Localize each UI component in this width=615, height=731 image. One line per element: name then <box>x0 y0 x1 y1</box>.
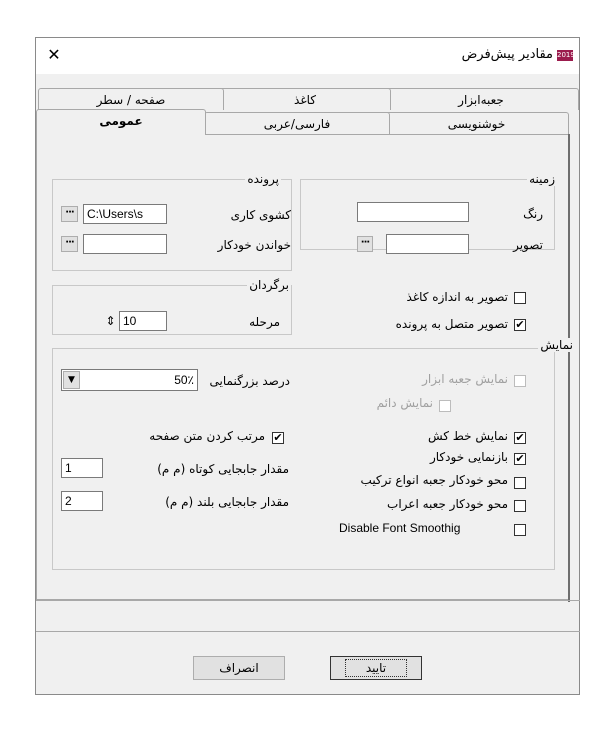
background-legend: زمینه <box>529 172 555 186</box>
cancel-button[interactable]: انصراف <box>193 656 285 680</box>
steps-label: مرحله <box>249 315 280 329</box>
sort-text-label: مرتب کردن متن صفحه <box>149 429 265 443</box>
workdir-field[interactable]: C:\Users\s <box>83 204 167 224</box>
zoom-label: درصد بزرگنمایی <box>209 374 290 388</box>
autoread-field[interactable] <box>83 234 167 254</box>
show-ruler-label: نمایش خط کش <box>427 429 508 443</box>
defaults-dialog <box>35 37 580 695</box>
file-legend: پرونده <box>247 172 279 186</box>
tab-toolbox[interactable]: جعبه‌ابزار <box>383 88 579 110</box>
sort-text-checkbox[interactable]: ✔ <box>273 431 283 444</box>
linked-image-label: تصویر متصل به پرونده <box>395 317 508 331</box>
ok-label: تایید <box>345 659 407 677</box>
undo-legend: برگردان <box>249 278 289 292</box>
auto-hide-diacritics-checkbox[interactable] <box>514 500 526 512</box>
tab-persian-arabic[interactable]: فارسی/عربی <box>204 112 390 134</box>
auto-rearrange-label: بازنمایی خودکار <box>429 450 508 464</box>
auto-hide-diacritics-label: محو خودکار جعبه اعراب <box>387 497 508 511</box>
close-button[interactable]: ✕ <box>47 45 61 64</box>
file-group <box>52 179 292 271</box>
show-toolbox-label: نمایش جعبه ابزار <box>422 372 508 386</box>
fit-to-paper-checkbox[interactable] <box>514 292 526 304</box>
short-move-label: مقدار جابجایی کوتاه (م م) <box>157 462 289 476</box>
tab-page-line[interactable]: صفحه / سطر <box>38 88 224 110</box>
fit-to-paper-label: تصویر به اندازه کاغذ <box>406 290 508 304</box>
zoom-value: 50٪ <box>174 373 194 387</box>
auto-hide-compose-checkbox[interactable] <box>514 477 526 489</box>
image-browse-button[interactable]: ··· <box>357 236 373 252</box>
tab-calligraphy[interactable]: خوشنویسی <box>384 112 569 134</box>
show-toolbox-checkbox[interactable] <box>514 375 526 387</box>
steps-spinner-icon[interactable]: ⇕ <box>105 314 116 328</box>
zoom-dropdown-button[interactable]: ▼ <box>63 371 80 389</box>
image-field[interactable] <box>386 234 469 254</box>
long-move-field[interactable]: 2 <box>61 491 103 511</box>
steps-field[interactable]: 10 <box>119 311 167 331</box>
image-label: تصویر <box>513 238 543 252</box>
disable-smoothing-checkbox[interactable] <box>514 524 526 536</box>
autoread-label: خواندن خودکار <box>217 238 291 252</box>
panel-bottom-edge <box>36 600 580 601</box>
always-show-label: نمایش دائم <box>376 396 433 410</box>
show-ruler-checkbox[interactable]: ✔ <box>515 431 525 444</box>
autoread-browse-button[interactable]: ··· <box>61 236 78 252</box>
always-show-checkbox[interactable] <box>439 400 451 412</box>
disable-smoothing-label: Disable Font Smoothig <box>339 521 461 535</box>
tab-general[interactable]: عمومی <box>36 109 206 135</box>
window-title: مقادیر پیش‌فرض <box>461 47 553 62</box>
color-field[interactable] <box>357 202 469 222</box>
long-move-label: مقدار جابجایی بلند (م م) <box>165 495 289 509</box>
app-badge-icon: 2019 <box>557 51 575 59</box>
display-legend: نمایش <box>540 338 573 352</box>
workdir-label: کشوی کاری <box>230 208 291 222</box>
auto-rearrange-checkbox[interactable]: ✔ <box>515 452 525 465</box>
ok-button[interactable] <box>330 656 422 680</box>
footer-divider <box>36 631 580 632</box>
title-bar <box>36 38 579 74</box>
panel-right-edge <box>568 134 570 602</box>
color-label: رنگ <box>523 207 543 221</box>
linked-image-checkbox[interactable]: ✔ <box>515 318 525 331</box>
workdir-browse-button[interactable]: ··· <box>61 206 78 222</box>
auto-hide-compose-label: محو خودکار جعبه انواع ترکیب <box>360 473 508 487</box>
short-move-field[interactable]: 1 <box>61 458 103 478</box>
tab-paper[interactable]: کاغذ <box>219 88 391 110</box>
zoom-select[interactable] <box>61 369 198 391</box>
